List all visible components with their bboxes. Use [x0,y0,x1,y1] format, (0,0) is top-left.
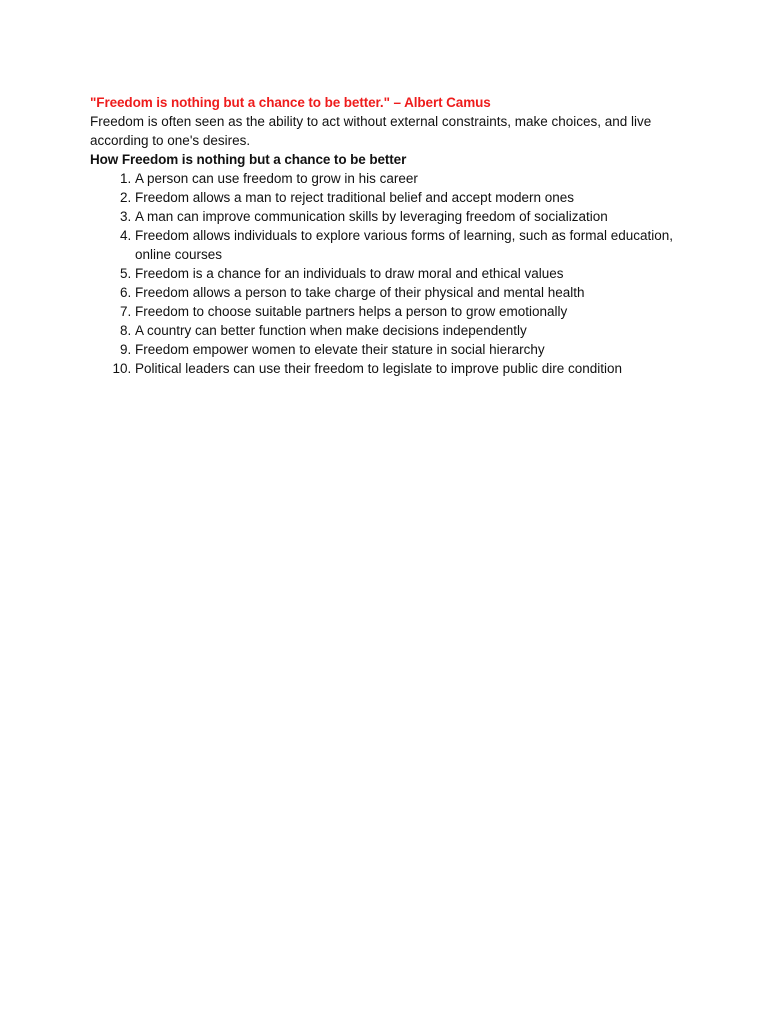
list-item: 3. A man can improve communication skills by leveraging freedom of socialization [135,207,680,226]
list-item: 9. Freedom empower women to elevate their stature in social hierarchy [135,340,680,359]
list-item: 6. Freedom allows a person to take charge of their physical and mental health [135,283,680,302]
list-item: 5. Freedom is a chance for an individuals to draw moral and ethical values [135,264,680,283]
list-item: 7. Freedom to choose suitable partners helps a person to grow emotionally [135,302,680,321]
document-body [90,93,680,378]
camus-quote: "Freedom is nothing but a chance to be better." – Albert Camus [90,95,491,110]
reasons-list [90,169,680,378]
list-item: 10. Political leaders can use their freedom to legislate to improve public dire condition [135,359,680,378]
list-item: 1. A person can use freedom to grow in his career [135,169,680,188]
list-item: 8. A country can better function when make decisions independently [135,321,680,340]
section-heading: How Freedom is nothing but a chance to be better [90,152,407,167]
intro-paragraph: Freedom is often seen as the ability to act without external constraints, make choices, and live according to one's desires. [90,114,652,148]
list-item: 4. Freedom allows individuals to explore various forms of learning, such as formal education, online courses [135,226,680,264]
list-item: 2. Freedom allows a man to reject traditional belief and accept modern ones [135,188,680,207]
